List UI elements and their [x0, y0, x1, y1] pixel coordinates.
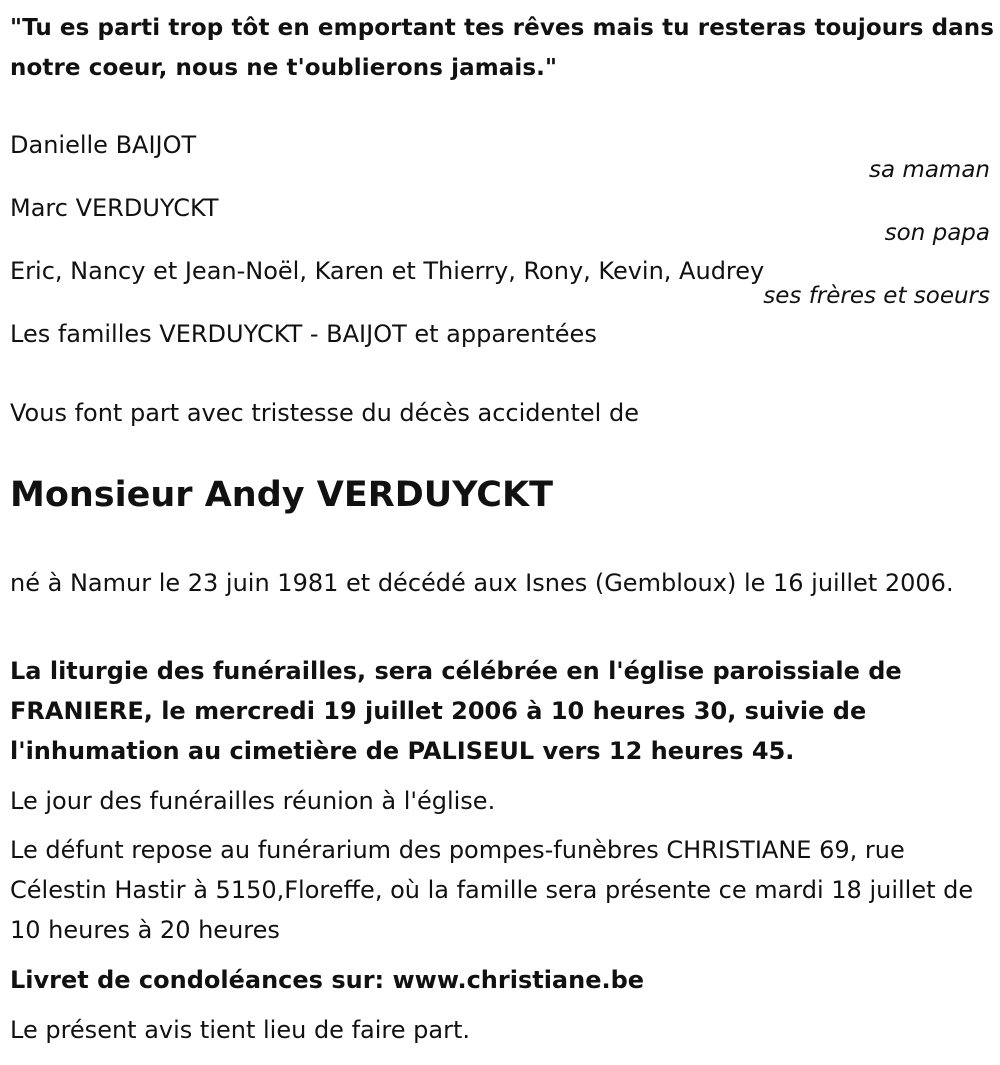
- family-member-name-families: Les familles VERDUYCKT - BAIJOT et apparentées: [10, 320, 597, 348]
- repose-info: Le défunt repose au funérarium des pompes-funèbres CHRISTIANE 69, rue Célestin Hastir à 5150,Floreffe, où la famille sera présente ce mardi 18 juillet de 10 heures à 20 heures: [10, 836, 974, 944]
- closing-note: Le présent avis tient lieu de faire part.: [10, 1016, 470, 1044]
- memorial-quote: "Tu es parti trop tôt en emportant tes rêves mais tu resteras toujours dans notre coeur, nous ne t'oublierons jamais.": [10, 15, 995, 81]
- condolences-link: Livret de condoléances sur: www.christiane.be: [10, 966, 645, 994]
- deceased-name: Monsieur Andy VERDUYCKT: [10, 475, 553, 515]
- gathering-info: Le jour des funérailles réunion à l'église.: [10, 787, 496, 815]
- funeral-details: La liturgie des funérailles, sera célébrée en l'église paroissiale de FRANIERE, le mercredi 19 juillet 2006 à 10 heures 30, suivie de l'inhumation au cimetière de PALISEUL vers 12 heures 45.: [10, 657, 902, 765]
- birth-death-details: né à Namur le 23 juin 1981 et décédé aux Isnes (Gembloux) le 16 juillet 2006.: [10, 569, 954, 597]
- announcement-line: Vous font part avec tristesse du décès accidentel de: [10, 399, 639, 427]
- family-member-relation-mother: sa maman: [869, 157, 990, 183]
- family-member-relation-father: son papa: [884, 220, 990, 246]
- family-member-name-siblings: Eric, Nancy et Jean-Noël, Karen et Thierry, Rony, Kevin, Audrey: [10, 257, 765, 285]
- family-member-name-father: Marc VERDUYCKT: [10, 194, 219, 222]
- family-member-relation-siblings: ses frères et soeurs: [763, 283, 990, 309]
- family-member-name-mother: Danielle BAIJOT: [10, 131, 197, 159]
